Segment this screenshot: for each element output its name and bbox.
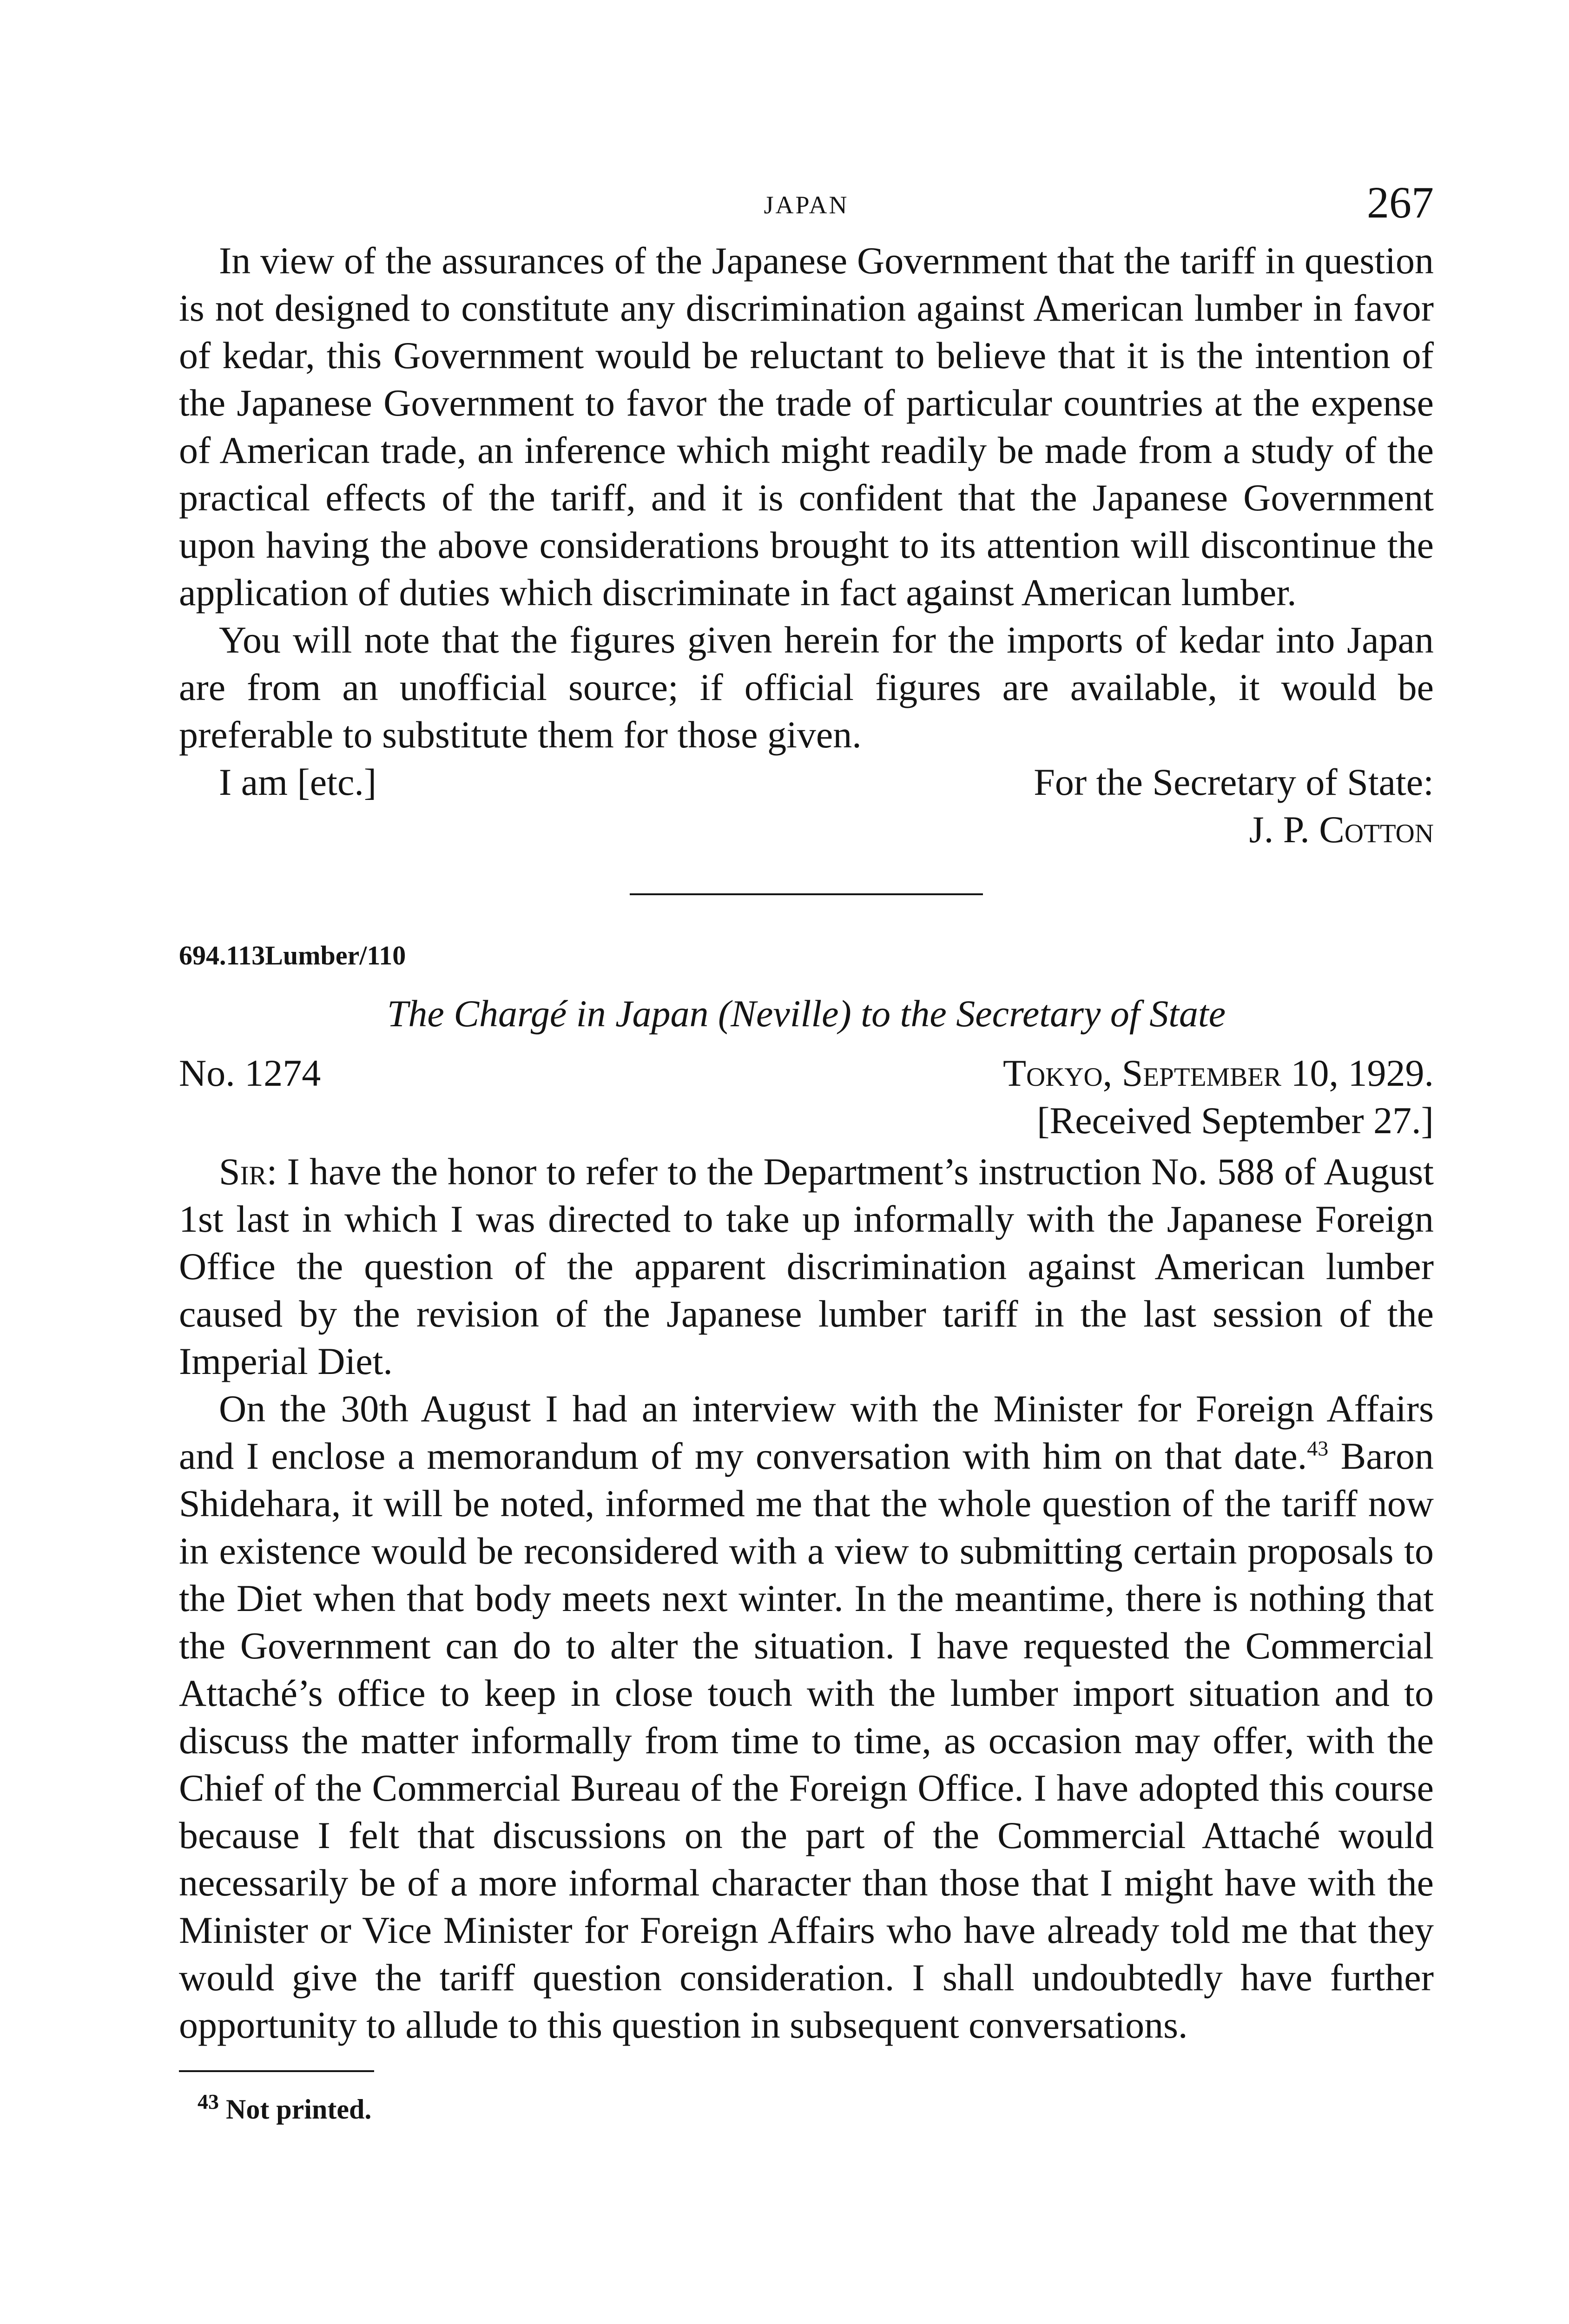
footnote-reference[interactable]: 43 [1307,1436,1329,1460]
salutation: Sir: [219,1150,277,1193]
section-divider [630,893,983,895]
file-number: 694.113Lumber/110 [179,940,406,971]
running-head: JAPAN [764,191,849,219]
dateline-row [179,1050,1434,1097]
signature-name: J. P. Cotton [1249,808,1434,851]
document-page [179,177,1434,2128]
closing-row [179,759,1434,806]
continuation-paragraph-1: In view of the assurances of the Japanese Government that the tariff in question is not designed to constitute any discrimination against American lumber in favor of kedar, this Government would be reluctant to believe that it is the intention of the Japanese Government to favor the trade of particular countries at the expense of American trade, an inference which might readily be made from a study of the practical effects of the tariff, and it is confident that the Japanese Government upon having the above considerations brought to its attention will discontinue the application of duties which discriminate in fact against American lumber. [179,239,1434,614]
page-header [179,177,1434,237]
footnote-text: Not printed. [226,2094,372,2125]
dateline: Tokyo, September 10, 1929. [1002,1052,1434,1094]
closing-text: I am [etc.] [219,761,377,803]
document-title: The Chargé in Japan (Neville) to the Secretary of State [387,992,1226,1035]
document-number: No. 1274 [179,1052,321,1094]
letter-paragraph-1-text: I have the honor to refer to the Department’s instruction No. 588 of August 1st last in which I was directed to take up informally with the Japanese Foreign Office the question of the apparent discrimination against American lumber caused by the revision of the Japanese lumber tariff in the last session of the Imperial Diet. [179,1150,1434,1382]
footnote-rule [179,2070,374,2072]
signature-line: For the Secretary of State: [1034,761,1434,803]
letter-paragraph-2 [179,1385,1434,2049]
letter-paragraph-2-text-a: On the 30th August I had an interview with the Minister for Foreign Affairs and I enclose a memorandum of my conversation with him on that date. [179,1387,1434,1477]
continuation-paragraph-2: You will note that the figures given herein for the imports of kedar into Japan are from an unofficial source; if official figures are available, it would be preferable to substitute them for those given. [179,619,1434,756]
page-number: 267 [1367,178,1434,227]
footnote [179,2091,1434,2128]
letter-paragraph-1 [179,1148,1434,1385]
footnote-marker: 43 [198,2090,219,2113]
letter-paragraph-2-text-b: Baron Shidehara, it will be noted, informed me that the whole question of the tariff now in existence would be reconsidered with a view to submitting certain proposals to the Diet when that body meets next winter. In the meantime, there is nothing that the Government can do to alter the situation. I have requested the Commercial Attaché’s office to keep in close touch with the lumber import situation and to discuss the matter informally from time to time, as occasion may offer, with the Chief of the Commercial Bureau of the Foreign Office. I have adopted this course because I felt that discussions on the part of the Commercial Attaché would necessarily be of a more informal character than those that I might have with the Minister or Vice Minister for Foreign Affairs who have already told me that they would give the tariff question consideration. I shall undoubtedly have further opportunity to allude to this question in subsequent conversations. [179,1435,1434,2046]
received-date: [Received September 27.] [1037,1099,1434,1142]
